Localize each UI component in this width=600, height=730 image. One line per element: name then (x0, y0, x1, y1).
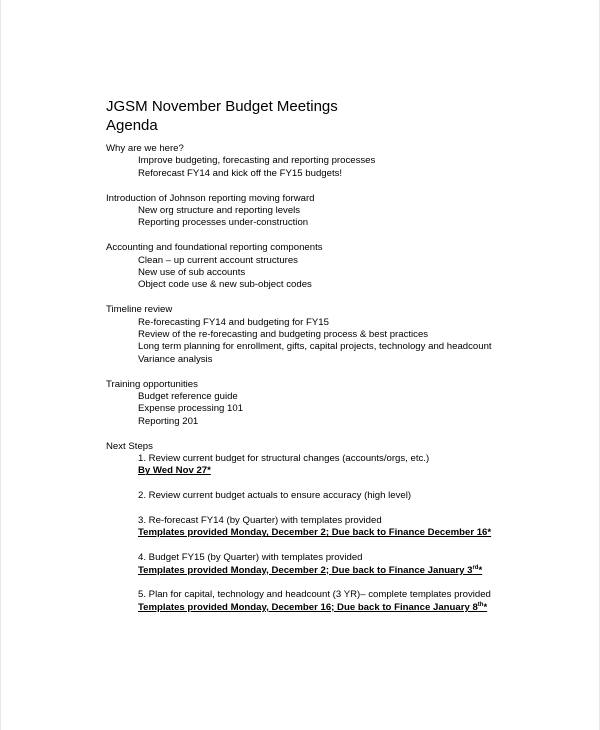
list-item: New org structure and reporting levels (138, 205, 301, 217)
step-due-text: Templates provided Monday, December 16; Due back to Finance January 8 (138, 601, 478, 613)
step-due-marker: * (483, 601, 488, 613)
agenda-section-accounting (106, 242, 586, 292)
list-item: Clean – up current account structures (138, 254, 298, 266)
agenda-section-timeline (106, 304, 586, 366)
list-item: Review of the re-forecasting and budgeting process & best practices (138, 329, 429, 341)
agenda-section-training (106, 379, 586, 429)
list-item: Reporting processes under-construction (138, 217, 309, 229)
list-item: Reporting 201 (138, 415, 199, 427)
agenda-section-why (106, 143, 586, 180)
document-title: JGSM November Budget Meetings (106, 98, 338, 115)
agenda-section-next-steps (106, 441, 586, 615)
ordinal-suffix: th (477, 601, 484, 608)
section-heading: Training opportunities (106, 378, 198, 390)
list-item: Budget reference guide (138, 391, 238, 403)
step-due-date (138, 565, 586, 577)
list-item: New use of sub accounts (138, 267, 246, 279)
list-item: Long term planning for enrollment, gifts, capital projects, technology and headcount (138, 341, 492, 353)
step-text: 4. Budget FY15 (by Quarter) with templates provided (138, 552, 363, 564)
ordinal-suffix: rd (472, 564, 479, 571)
document-header (106, 97, 338, 135)
step-due-text: Templates provided Monday, December 2; Due back to Finance January 3 (138, 564, 473, 576)
agenda-content (106, 143, 586, 627)
document-subtitle: Agenda (106, 117, 158, 134)
list-item: Reforecast FY14 and kick off the FY15 budgets! (138, 167, 343, 179)
list-item: Improve budgeting, forecasting and reporting processes (138, 155, 376, 167)
section-heading: Accounting and foundational reporting components (106, 242, 323, 254)
step-text: 2. Review current budget actuals to ensure accuracy (high level) (138, 490, 412, 502)
next-step-5 (106, 589, 586, 614)
next-step-1 (106, 453, 586, 478)
list-item: Re-forecasting FY14 and budgeting for FY15 (138, 316, 329, 328)
next-step-3 (106, 515, 586, 540)
list-item: Expense processing 101 (138, 403, 244, 415)
step-text: 5. Plan for capital, technology and headcount (3 YR)– complete templates provided (138, 589, 491, 601)
section-heading: Introduction of Johnson reporting moving forward (106, 192, 315, 204)
list-item: Object code use & new sub-object codes (138, 279, 312, 291)
step-due-date (138, 602, 586, 614)
step-due-date (138, 465, 586, 477)
step-due-date (138, 527, 586, 539)
list-item: Variance analysis (138, 353, 213, 365)
step-text: 3. Re-forecast FY14 (by Quarter) with templates provided (138, 515, 382, 527)
agenda-section-introduction (106, 193, 586, 230)
next-step-4 (106, 552, 586, 577)
step-due-text: By Wed Nov 27* (138, 465, 211, 477)
section-heading: Next Steps (106, 440, 153, 452)
next-step-2 (106, 490, 586, 502)
step-due-text: Templates provided Monday, December 2; Due back to Finance December 16* (138, 527, 492, 539)
section-heading: Why are we here? (106, 143, 184, 154)
step-text: 1. Review current budget for structural changes (accounts/orgs, etc.) (138, 453, 430, 465)
step-due-marker: * (478, 564, 483, 576)
section-heading: Timeline review (106, 304, 173, 316)
